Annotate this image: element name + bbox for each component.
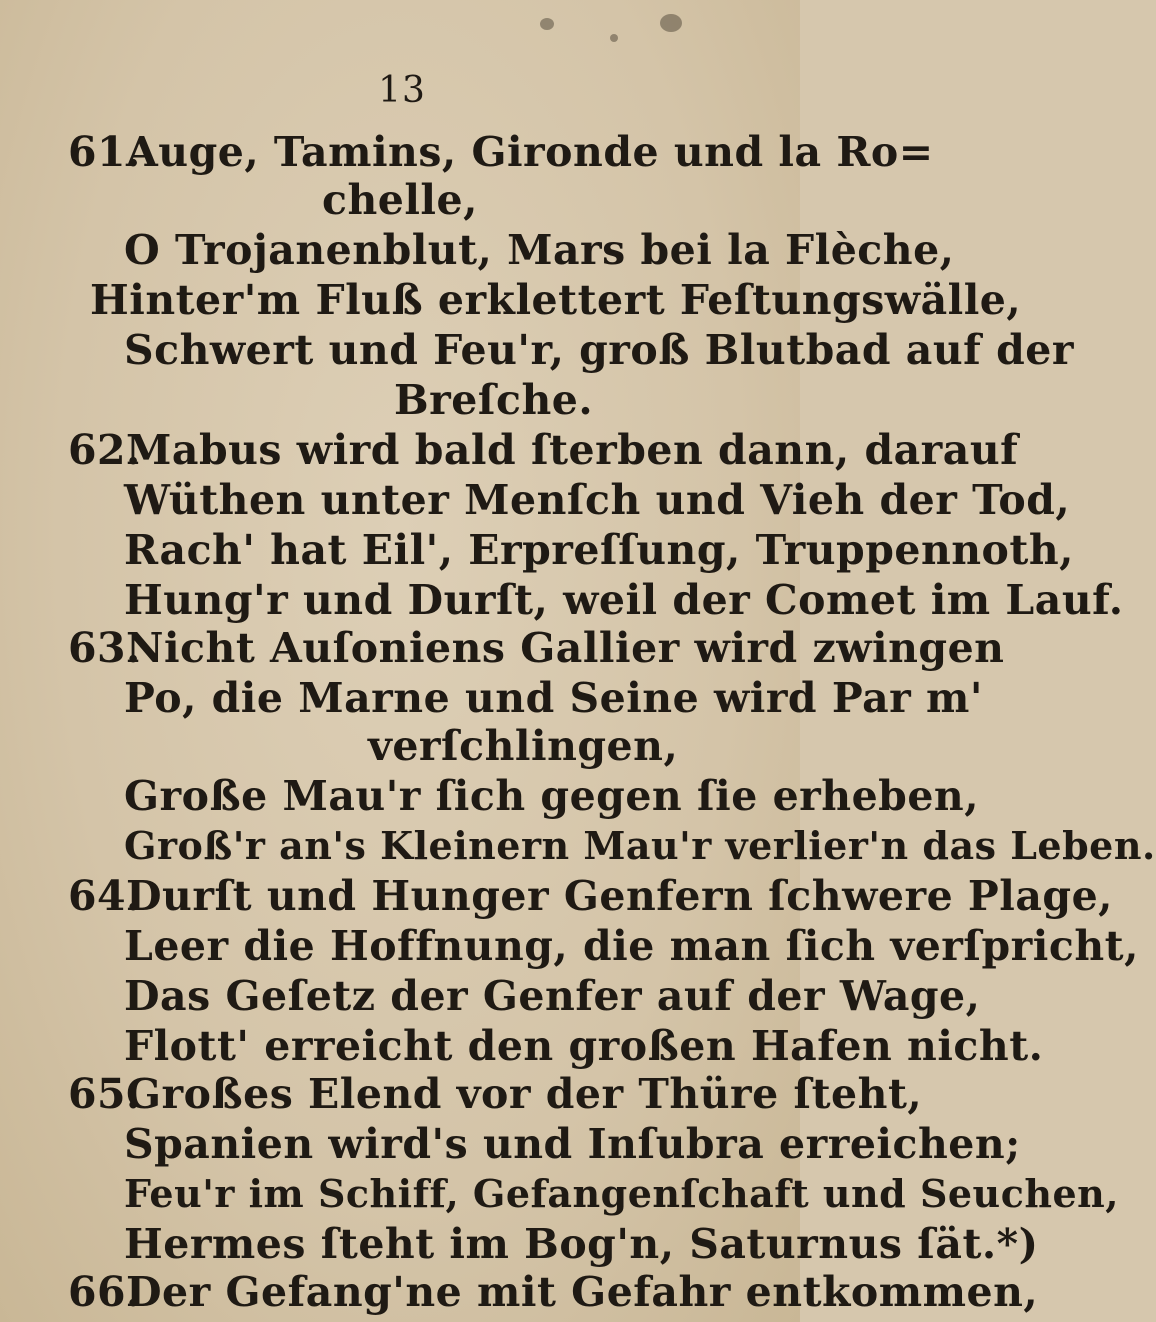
stanza-62-line-1 <box>68 426 1018 474</box>
verse-line: Feu'r im Schiff, Gefangenſchaft und Seuchen, <box>124 1171 1119 1216</box>
verse-line: chelle, <box>322 176 478 224</box>
verse-line: Wüthen unter Menſch und Vieh der Tod, <box>124 476 1071 524</box>
stanza-63-line-1 <box>68 624 1004 672</box>
page-number: 13 <box>378 70 426 111</box>
verse-line: Das Geſetz der Genfer auf der Wage, <box>124 972 981 1020</box>
stanza-65-line-1 <box>68 1070 922 1118</box>
verse-line: Hung'r und Durſt, weil der Comet im Lauf. <box>124 576 1124 624</box>
stanza-number: 62. <box>68 426 141 474</box>
stanza-66-line-1 <box>68 1268 1038 1316</box>
verse-line: Flott' erreicht den großen Hafen nicht. <box>124 1022 1044 1070</box>
ink-speck <box>540 18 554 30</box>
verse-line: Mabus wird bald ſterben dann, darauf <box>126 426 1019 474</box>
verse-line: verſchlingen, <box>368 722 679 770</box>
stanza-number: 63. <box>68 624 141 672</box>
stanza-number: 64. <box>68 872 141 920</box>
ink-speck <box>660 14 682 32</box>
verse-line: Breſche. <box>394 376 594 424</box>
verse-line: Po, die Marne und Seine wird Par m' <box>124 674 983 722</box>
stanza-61-line-1 <box>68 128 934 176</box>
verse-line: Spanien wird's und Inſubra erreichen; <box>124 1120 1021 1168</box>
ink-speck <box>610 34 618 42</box>
verse-line: O Trojanenblut, Mars bei la Flèche, <box>124 226 955 274</box>
verse-line: Leer die Hoffnung, die man ſich verſpricht, <box>124 922 1139 970</box>
verse-line: Der Gefang'ne mit Gefahr entkommen, <box>126 1268 1039 1316</box>
verse-line: Schwert und Feu'r, groß Blutbad auf der <box>124 326 1074 374</box>
verse-line: Große Mau'r ſich gegen ſie erheben, <box>124 772 979 820</box>
verse-line: Rach' hat Eil', Erpreſſung, Truppennoth, <box>124 526 1074 574</box>
verse-line: Auge, Tamins, Gironde und la Ro= <box>126 128 934 176</box>
verse-line: Hinter'm Fluß erklettert Feſtungswälle, <box>90 276 1022 324</box>
verse-line: Groß'r an's Kleinern Mau'r verlier'n das Leben. <box>124 823 1156 868</box>
verse-line: Hermes ſteht im Bog'n, Saturnus ſät.*) <box>124 1220 1039 1268</box>
stanza-number: 61. <box>68 128 141 176</box>
verse-line: Durſt und Hunger Genfern ſchwere Plage, <box>126 872 1113 920</box>
stanza-number: 65. <box>68 1070 141 1118</box>
verse-line: Großes Elend vor der Thüre ſteht, <box>126 1070 923 1118</box>
stanza-number: 66. <box>68 1268 141 1316</box>
verse-line: Nicht Auſoniens Gallier wird zwingen <box>126 624 1005 672</box>
stanza-64-line-1 <box>68 872 1113 920</box>
